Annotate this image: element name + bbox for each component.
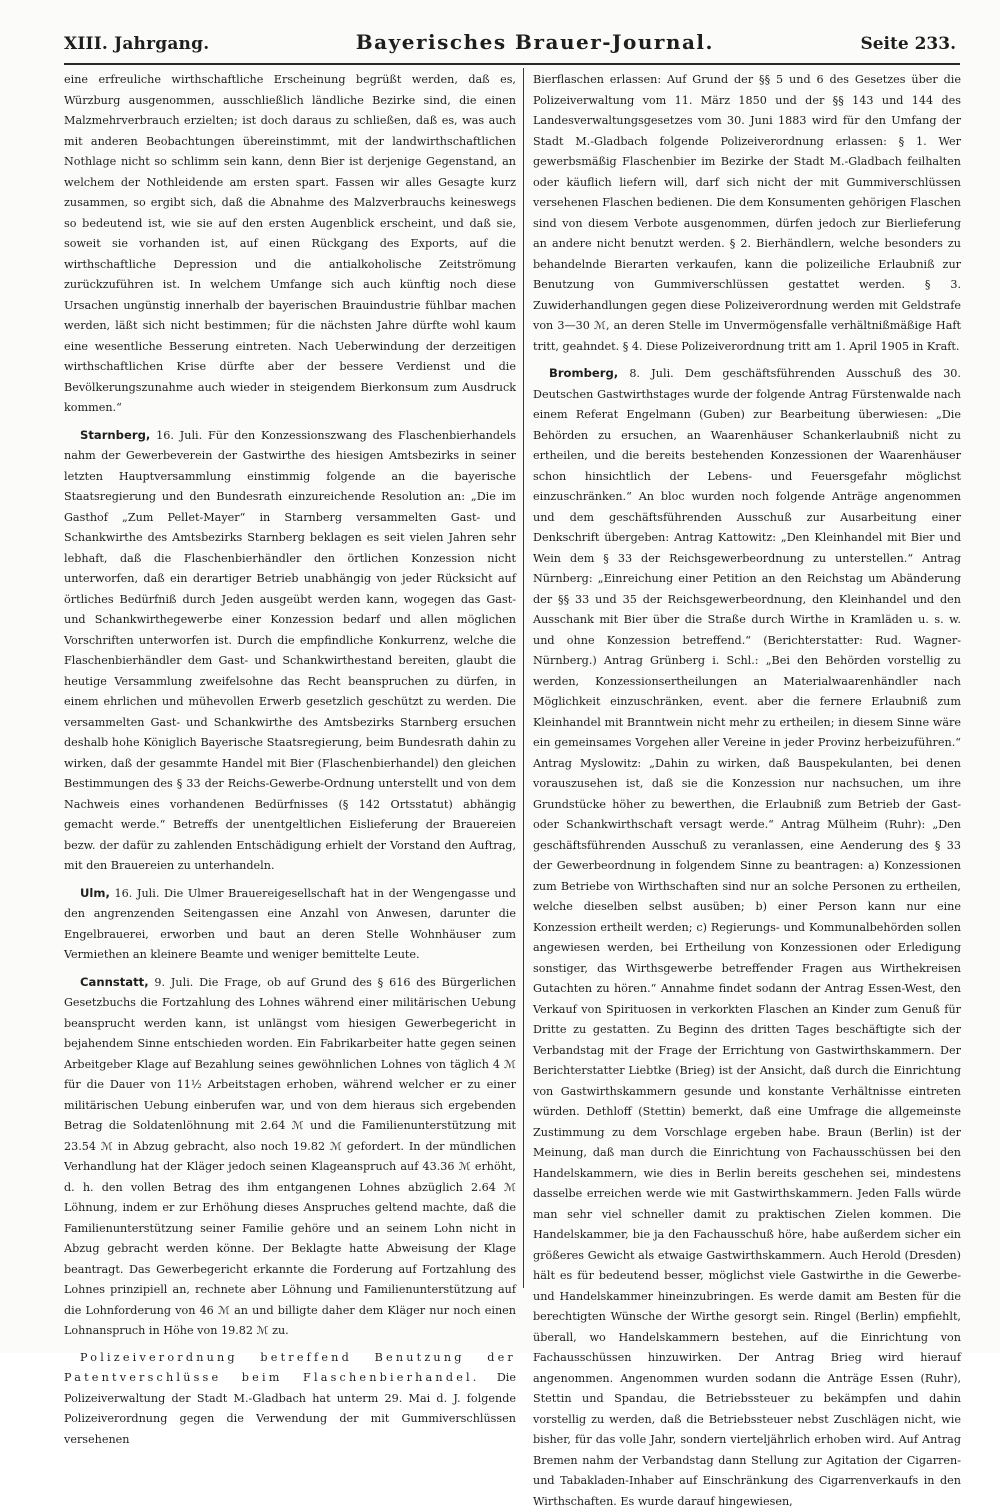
page-number: Seite 233. xyxy=(860,34,956,54)
news-item-body: Die Ulmer Brauereigesellschaft hat in der Wengengasse und den angrenzenden Seitengassen eine Anzahl von Anwesen, darunter die Engelbrauerei, erworben und baut an deren Stelle Wohnhäuser zum Vermiethen an kleinere Beamte und weniger bemittelte Leute. xyxy=(64,886,517,961)
page-header xyxy=(0,0,1000,62)
column-divider xyxy=(523,68,524,1288)
news-item-cannstatt xyxy=(64,972,516,1342)
dateline-place: Cannstatt, xyxy=(80,974,149,989)
article-text-continuation: Bierflaschen erlassen: Auf Grund der §§ 5 und 6 des Gesetzes über die Polizeiverwaltung vom 11. März 1850 und der §§ 143 und 144 des Landesverwaltungsgesetzes vom 30. Juni 1883 wird für den Umfang der Stadt M.-Gladbach folgende Polizeiverordnung erlassen: § 1. Wer gewerbsmäßig Flaschenbier im Bezirke der Stadt M.-Gladbach feilhalten oder käuflich liefern will, darf sich nicht der mit Gummiverschlüssen versehenen Flaschen bedienen. Die dem Konsumenten gehörigen Flaschen sind von diesem Verbote ausgenommen, dürfen jedoch zur Bierlieferung an andere nicht benutzt werden. § 2. Bierhändlern, welche besonders zu behandelnde Bierarten verkaufen, kann die polizeiliche Erlaubniß zur Benutzung von Gummiverschlüssen gestattet werden. § 3. Zuwiderhandlungen gegen diese Polizeiverordnung werden mit Geldstrafe von 3—30 ℳ, an deren Stelle im Unvermögensfalle verhältnißmäßige Haft tritt, geahndet. § 4. Diese Polizeiverordnung tritt am 1. April 1905 in Kraft. xyxy=(533,73,961,353)
news-item-body: Für den Konzessionszwang des Flaschenbierhandels nahm der Gewerbeverein der Gastwirthe des hiesigen Amtsbezirks in seiner letzten Hauptversammlung einstimmig folgende an die bayerische Staatsregierung und den Bundesrath einzureichende Resolution an: „Die im Gasthof „Zum Pellet-Mayer“ in Starnberg versammelten Gast- und Schankwirthe des Amtsbezirks Starnberg beklagen es seit vielen Jahren sehr lebhaft, daß die Flaschenbierhändler den örtlichen Konzession nicht unterworfen, daß ein derartiger Betrieb unabhängig von jeder Rücksicht auf örtliches Bedürfniß durch Jeden ausgeübt werden kann, wogegen das Gast- und Schankwirthegewerbe einer Konzession bedarf und allen möglichen Vorschriften unterworfen ist. Durch die empfindliche Konkurrenz, welche die Flaschenbierhändler dem Gast- und Schankwirthestand bereiten, glaubt die heutige Versammlung zweifelsohne das Recht beanspruchen zu dürfen, in einem ehrlichen und mühevollen Erwerb gesetzlich geschützt zu werden. Die versammelten Gast- und Schankwirthe des Amtsbezirks Starnberg ersuchen deshalb hohe Königlich Bayerische Staatsregierung, beim Bundesrath dahin zu wirken, daß der gesammte Handel mit Bier (Flaschenbierhandel) den gleichen Bestimmungen des § 33 der Reichs-Gewerbe-Ordnung unterstellt und von dem Nachweis eines vorhandenen Bedürfnisses (§ 142 Ortsstatut) abhängig gemacht werde.“ Betreffs der unentgeltlichen Eislieferung der Brauereien bezw. der dafür zu zahlenden Entschädigung erhielt der Vorstand den Auftrag, mit den Brauereien zu unterhandeln. xyxy=(64,428,516,872)
volume-label: XIII. Jahrgang. xyxy=(64,34,210,54)
right-column xyxy=(533,70,961,1508)
dateline-date: 8. Juli. xyxy=(618,367,674,380)
news-item-body: Die Frage, ob auf Grund des § 616 des Bürgerlichen Gesetzbuchs die Fortzahlung des Lohnes während einer militärischen Uebung beansprucht werden kann, ist unlängst vom hiesigen Gewerbegericht in bejahendem Sinne entschieden worden. Ein Fabrikarbeiter hatte gegen seinen Arbeitgeber Klage auf Bezahlung seines gewöhnlichen Lohnes von täglich 4 ℳ für die Dauer von 11½ Arbeitstagen erhoben, während welcher er zu einer militärischen Uebung einberufen war, und von dem hieraus sich ergebenden Betrag die Soldatenlöhnung mit 2.64 ℳ und die Familienunterstützung mit 23.54 ℳ in Abzug gebracht, also noch 19.82 ℳ gefordert. In der mündlichen Verhandlung hat der Kläger jedoch seinen Klageanspruch auf 43.36 ℳ erhöht, d. h. den vollen Betrag des ihm entgangenen Lohnes abzüglich 2.64 ℳ Löhnung, indem er zur Erhöhung dieses Anspruches geltend machte, daß die Familienunterstützung seiner Familie gehöre und an seinem Lohn nicht in Abzug gebracht werden könne. Der Beklagte hatte Abweisung der Klage beantragt. Das Gewerbegericht erkannte die Forderung auf Fortzahlung des Lohnes prinzipiell an, rechnete aber Löhnung und Familienunterstützung auf die Lohnforderung von 46 ℳ an und billigte daher dem Kläger nur noch einen Lohnanspruch in Höhe von 19.82 ℳ zu. xyxy=(64,975,516,1337)
masthead-title: Bayerisches Brauer-Journal. xyxy=(355,30,714,54)
header-rule xyxy=(64,63,960,65)
left-column xyxy=(64,70,517,1446)
news-item-ulm xyxy=(64,883,516,966)
dateline-place: Starnberg, xyxy=(80,427,151,442)
dateline-date: 9. Juli. xyxy=(148,975,194,989)
dateline-date: 16. Juli. xyxy=(109,886,160,900)
news-item-starnberg xyxy=(64,425,516,877)
news-item-polizeiverordnung xyxy=(64,1348,516,1451)
dateline-date: 16. Juli. xyxy=(150,428,203,442)
section-heading: Polizeiverordnung betreffend Benutzung der Patentverschlüsse beim Flaschenbierhandel. xyxy=(64,1350,516,1384)
dateline-place: Ulm, xyxy=(80,885,110,900)
news-item-bromberg xyxy=(533,363,961,1512)
news-item-body: Die Polizeiverwaltung der Stadt M.-Gladbach hat unterm 29. Mai d. J. folgende Polizeiverordnung gegen die Verwendung der mit Gummiverschlüssen versehenen xyxy=(64,1371,516,1446)
dateline-place: Bromberg, xyxy=(549,366,619,380)
news-item-body: Dem geschäftsführenden Ausschuß des 30. Deutschen Gastwirthstages wurde der folgende Antrag Fürstenwalde nach einem Referat Engelmann (Guben) zur Bearbeitung überwiesen: „Die Behörden zu ersuchen, an Waarenhäuser Schankerlaubniß nicht zu ertheilen, und die bereits bestehenden Konzessionen der Waarenhäuser schon hinsichtlich der Lebens- und Feuersgefahr möglichst einzuschränken.“ An bloc wurden noch folgende Anträge angenommen und dem geschäftsführenden Ausschuß zur Ausarbeitung einer Denkschrift übergeben: Antrag Kattowitz: „Den Kleinhandel mit Bier und Wein dem § 33 der Reichsgewerbeordnung zu unterstellen.“ Antrag Nürnberg: „Einreichung einer Petition an den Reichstag um Abänderung der §§ 33 und 35 der Reichsgewerbeordnung, den Kleinhandel und den Ausschank mit Bier über die Straße durch Wirthe in Kramläden u. s. w. und ohne Konzession betreffend.“ (Berichterstatter: Rud. Wagner-Nürnberg.) Antrag Grünberg i. Schl.: „Bei den Behörden vorstellig zu werden, Konzessionsertheilungen an Materialwaarenhändler nach Möglichkeit einzuschränken, event. aber die fernere Erlaubniß zum Kleinhandel mit Branntwein nicht mehr zu ertheilen; in diesem Sinne wäre ein gemeinsames Vorgehen aller Vereine in jeder Provinz herbeizuführen.“ Antrag Myslowitz: „Dahin zu wirken, daß Bauspekulanten, bei denen vorauszusehen ist, daß sie die Konzession nur nachsuchen, um ihre Grundstücke höher zu bewerthen, die Erlaubniß zum Betrieb der Gast- oder Schankwirthschaft versagt werde.“ Antrag Mülheim (Ruhr): „Den geschäftsführenden Ausschuß zu veranlassen, eine Aenderung des § 33 der Gewerbeordnung in folgendem Sinne zu beantragen: a) Konzessionen zum Betriebe von Wirthschaften sind nur an solche Personen zu ertheilen, welche dieselben selbst ausüben; b) einer Person kann nur eine Konzession ertheilt werden; c) Regierungs- und Kommunalbehörden sollen angewiesen werden, bei Ertheilung von Konzessionen oder Erledigung sonstiger, das Wirthsgewerbe betreffender Fragen aus Wirthekreisen Gutachten zu hören.“ Annahme findet sodann der Antrag Essen-West, den Verkauf von Spirituosen in verkorkten Flaschen an Kinder zum Genuß für Dritte zu gestatten. Zu Beginn des dritten Tages beschäftigte sich der Verbandstag mit der Frage der Errichtung von Gastwirthskammern. Der Berichterstatter Liebtke (Brieg) ist der Ansicht, daß durch die Einrichtung von Gastwirthskammern gesunde und konstante Verhältnisse eintreten würden. Dethloff (Stettin) bemerkt, daß eine Umfrage die allgemeinste Zustimmung zu dem Vorschlage ergeben habe. Braun (Berlin) ist der Meinung, daß man durch die Einrichtung von Fachausschüssen bei den Handelskammern, wie dies in Berlin bereits geschehen sei, mindestens dasselbe erreichen werde wie mit Gastwirthskammern. Jeden Falls würde man sehr viel schneller damit zu praktischen Zielen kommen. Die Handelskammer, bie ja den Fachausschuß höre, habe außerdem sicher ein größeres Gewicht als etwaige Gastwirthskammern. Auch Herold (Dresden) hält es für bedeutend besser, möglichst viele Gastwirthe in die Gewerbe- und Handelskammer hineinzubringen. Es werde damit am Besten für die berechtigten Wünsche der Wirthe gesorgt sein. Ringel (Berlin) empfiehlt, überall, wo Handelskammern bestehen, auf die Einrichtung von Fachausschüssen hinzuwirken. Der Antrag Brieg wird hierauf angenommen. Angenommen wurden sodann die Anträge Essen (Ruhr), Stettin und Spandau, die Betriebssteuer zu bekämpfen und dahin vorstellig zu werden, daß die Betriebssteuer nebst Zuschlägen nicht, wie bisher, für das volle Jahr, sondern vierteljährlich erhoben wird. Auf Antrag Bremen nahm der Verbandstag dann Stellung zur Agitation der Cigarren- und Tabakladen-Inhaber auf Einschränkung des Cigarrenverkaufs in den Wirthschaften. Es wurde darauf hingewiesen, xyxy=(533,367,961,1508)
article-text-continuation: eine erfreuliche wirthschaftliche Erscheinung begrüßt werden, daß es, Würzburg ausgenommen, ausschließlich ländliche Bezirke sind, die einen Malzmehrverbrauch erzielten; ist doch daraus zu schließen, daß es, was auch mit anderen Beobachtungen übereinstimmt, mit der landwirthschaftlichen Nothlage nicht so schlimm sein kann, denn Bier ist derjenige Gegenstand, an welchem der Nothleidende am ersten spart. Fassen wir alles Gesagte kurz zusammen, so ergibt sich, daß die Abnahme des Malzverbrauchs keineswegs so bedeutend ist, wie sie auf den ersten Augenblick erscheint, und daß sie, soweit sie vorhanden ist, auf einen Rückgang des Exports, auf die wirthschaftliche Depression und die antialkoholische Zeitströmung zurückzuführen ist. In welchem Umfange sich auch künftig noch diese Ursachen ungünstig innerhalb der bayerischen Brauindustrie fühlbar machen werden, läßt sich nicht bestimmen; für die nächsten Jahre dürfte wohl kaum eine wesentliche Besserung eintreten. Nach Ueberwindung der derzeitigen wirthschaftlichen Krise dürfte aber der bessere Verdienst und die Bevölkerungszunahme auch wieder in steigendem Bierkonsum zum Ausdruck kommen.“ xyxy=(64,73,516,414)
